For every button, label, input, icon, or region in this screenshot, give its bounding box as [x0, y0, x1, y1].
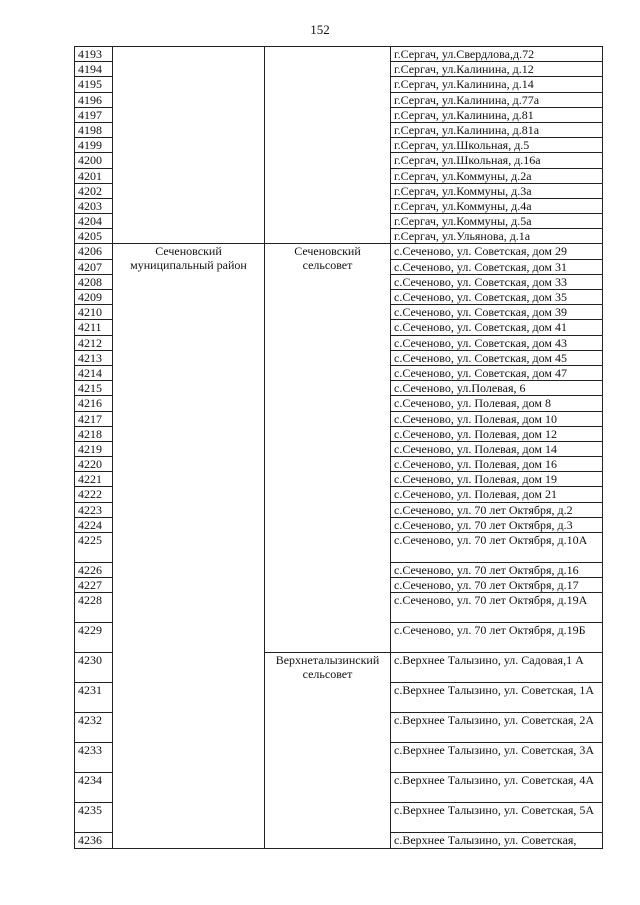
address-cell: с.Сеченово, ул. Полевая, дом 19 — [391, 472, 603, 487]
council-cell-verkhnetalyzinsky: Верхнеталызинский сельсовет — [265, 653, 391, 848]
row-number: 4207 — [75, 259, 113, 274]
row-number: 4235 — [75, 803, 113, 833]
address-cell: с.Верхнее Талызино, ул. Советская, — [391, 833, 603, 848]
address-cell: г.Сергач, ул.Школьная, д.5 — [391, 138, 603, 153]
row-number: 4197 — [75, 107, 113, 122]
row-number: 4214 — [75, 365, 113, 380]
address-cell: с.Верхнее Талызино, ул. Садовая,1 А — [391, 653, 603, 683]
row-number: 4212 — [75, 335, 113, 350]
row-number: 4196 — [75, 92, 113, 107]
address-cell: г.Сергач, ул.Калинина, д.81 — [391, 107, 603, 122]
address-cell: с.Верхнее Талызино, ул. Советская, 3А — [391, 743, 603, 773]
address-cell: с.Сеченово, ул. Советская, дом 41 — [391, 320, 603, 335]
row-number: 4210 — [75, 305, 113, 320]
row-number: 4201 — [75, 168, 113, 183]
address-cell: с.Верхнее Талызино, ул. Советская, 4А — [391, 773, 603, 803]
address-cell: с.Сеченово, ул. 70 лет Октября, д.3 — [391, 517, 603, 532]
row-number: 4226 — [75, 563, 113, 578]
row-number: 4213 — [75, 350, 113, 365]
row-number: 4202 — [75, 183, 113, 198]
address-cell: г.Сергач, ул.Школьная, д.16а — [391, 153, 603, 168]
district-cell-empty — [113, 47, 265, 244]
address-cell: с.Сеченово, ул. Полевая, дом 16 — [391, 457, 603, 472]
row-number: 4228 — [75, 593, 113, 623]
address-cell: с.Сеченово, ул. 70 лет Октября, д.19Б — [391, 623, 603, 653]
row-number: 4199 — [75, 138, 113, 153]
row-number: 4236 — [75, 833, 113, 848]
row-number: 4215 — [75, 381, 113, 396]
address-cell: г.Сергач, ул.Коммуны, д.2а — [391, 168, 603, 183]
row-number: 4224 — [75, 517, 113, 532]
address-cell: с.Сеченово, ул. Советская, дом 29 — [391, 244, 603, 259]
row-number: 4205 — [75, 229, 113, 244]
council-cell-empty — [265, 47, 391, 244]
address-cell: г.Сергач, ул.Коммуны, д.5а — [391, 214, 603, 229]
address-cell: с.Верхнее Талызино, ул. Советская, 5А — [391, 803, 603, 833]
address-cell: с.Сеченово, ул. Советская, дом 35 — [391, 290, 603, 305]
row-number: 4211 — [75, 320, 113, 335]
row-number: 4217 — [75, 411, 113, 426]
address-cell: с.Сеченово, ул. Советская, дом 43 — [391, 335, 603, 350]
row-number: 4225 — [75, 533, 113, 563]
address-cell: с.Сеченово, ул.Полевая, 6 — [391, 381, 603, 396]
address-cell: с.Сеченово, ул. Полевая, дом 12 — [391, 426, 603, 441]
row-number: 4220 — [75, 457, 113, 472]
page-number: 152 — [310, 22, 330, 37]
council-cell-sechenovsky: Сеченовский сельсовет — [265, 244, 391, 653]
address-cell: г.Сергач, ул.Коммуны, д.3а — [391, 183, 603, 198]
row-number: 4219 — [75, 441, 113, 456]
address-cell: с.Верхнее Талызино, ул. Советская, 1А — [391, 683, 603, 713]
row-number: 4216 — [75, 396, 113, 411]
address-cell: с.Сеченово, ул. 70 лет Октября, д.16 — [391, 563, 603, 578]
row-number: 4203 — [75, 198, 113, 213]
row-number: 4193 — [75, 47, 113, 62]
row-number: 4222 — [75, 487, 113, 502]
row-number: 4232 — [75, 713, 113, 743]
address-cell: г.Сергач, ул.Свердлова,д.72 — [391, 47, 603, 62]
table-row — [75, 244, 603, 259]
district-cell: Сеченовский муниципальный район — [113, 244, 265, 848]
address-cell: с.Сеченово, ул. Полевая, дом 10 — [391, 411, 603, 426]
address-cell: г.Сергач, ул.Калинина, д.12 — [391, 62, 603, 77]
row-number: 4195 — [75, 77, 113, 92]
address-cell: г.Сергач, ул.Ульянова, д.1а — [391, 229, 603, 244]
address-cell: с.Сеченово, ул. Полевая, дом 14 — [391, 441, 603, 456]
address-cell: г.Сергач, ул.Калинина, д.81а — [391, 122, 603, 137]
address-cell: с.Сеченово, ул. Советская, дом 31 — [391, 259, 603, 274]
row-number: 4218 — [75, 426, 113, 441]
address-cell: с.Сеченово, ул. Советская, дом 39 — [391, 305, 603, 320]
address-cell: с.Сеченово, ул. 70 лет Октября, д.2 — [391, 502, 603, 517]
row-number: 4204 — [75, 214, 113, 229]
address-cell: с.Сеченово, ул. Полевая, дом 21 — [391, 487, 603, 502]
row-number: 4194 — [75, 62, 113, 77]
row-number: 4209 — [75, 290, 113, 305]
address-cell: с.Сеченово, ул. Советская, дом 33 — [391, 274, 603, 289]
address-cell: г.Сергач, ул.Калинина, д.14 — [391, 77, 603, 92]
row-number: 4231 — [75, 683, 113, 713]
row-number: 4227 — [75, 578, 113, 593]
row-number: 4221 — [75, 472, 113, 487]
row-number: 4233 — [75, 743, 113, 773]
row-number: 4198 — [75, 122, 113, 137]
address-cell: г.Сергач, ул.Калинина, д.77а — [391, 92, 603, 107]
row-number: 4234 — [75, 773, 113, 803]
row-number: 4229 — [75, 623, 113, 653]
row-number: 4200 — [75, 153, 113, 168]
address-cell: с.Сеченово, ул. 70 лет Октября, д.10А — [391, 533, 603, 563]
table-row — [75, 47, 603, 62]
address-cell: г.Сергач, ул.Коммуны, д.4а — [391, 198, 603, 213]
address-cell: с.Сеченово, ул. 70 лет Октября, д.19А — [391, 593, 603, 623]
address-cell: с.Сеченово, ул. 70 лет Октября, д.17 — [391, 578, 603, 593]
address-cell: с.Верхнее Талызино, ул. Советская, 2А — [391, 713, 603, 743]
address-cell: с.Сеченово, ул. Полевая, дом 8 — [391, 396, 603, 411]
row-number: 4208 — [75, 274, 113, 289]
address-cell: с.Сеченово, ул. Советская, дом 45 — [391, 350, 603, 365]
address-cell: с.Сеченово, ул. Советская, дом 47 — [391, 365, 603, 380]
housing-registry-table — [74, 46, 603, 849]
row-number: 4223 — [75, 502, 113, 517]
row-number: 4206 — [75, 244, 113, 259]
row-number: 4230 — [75, 653, 113, 683]
